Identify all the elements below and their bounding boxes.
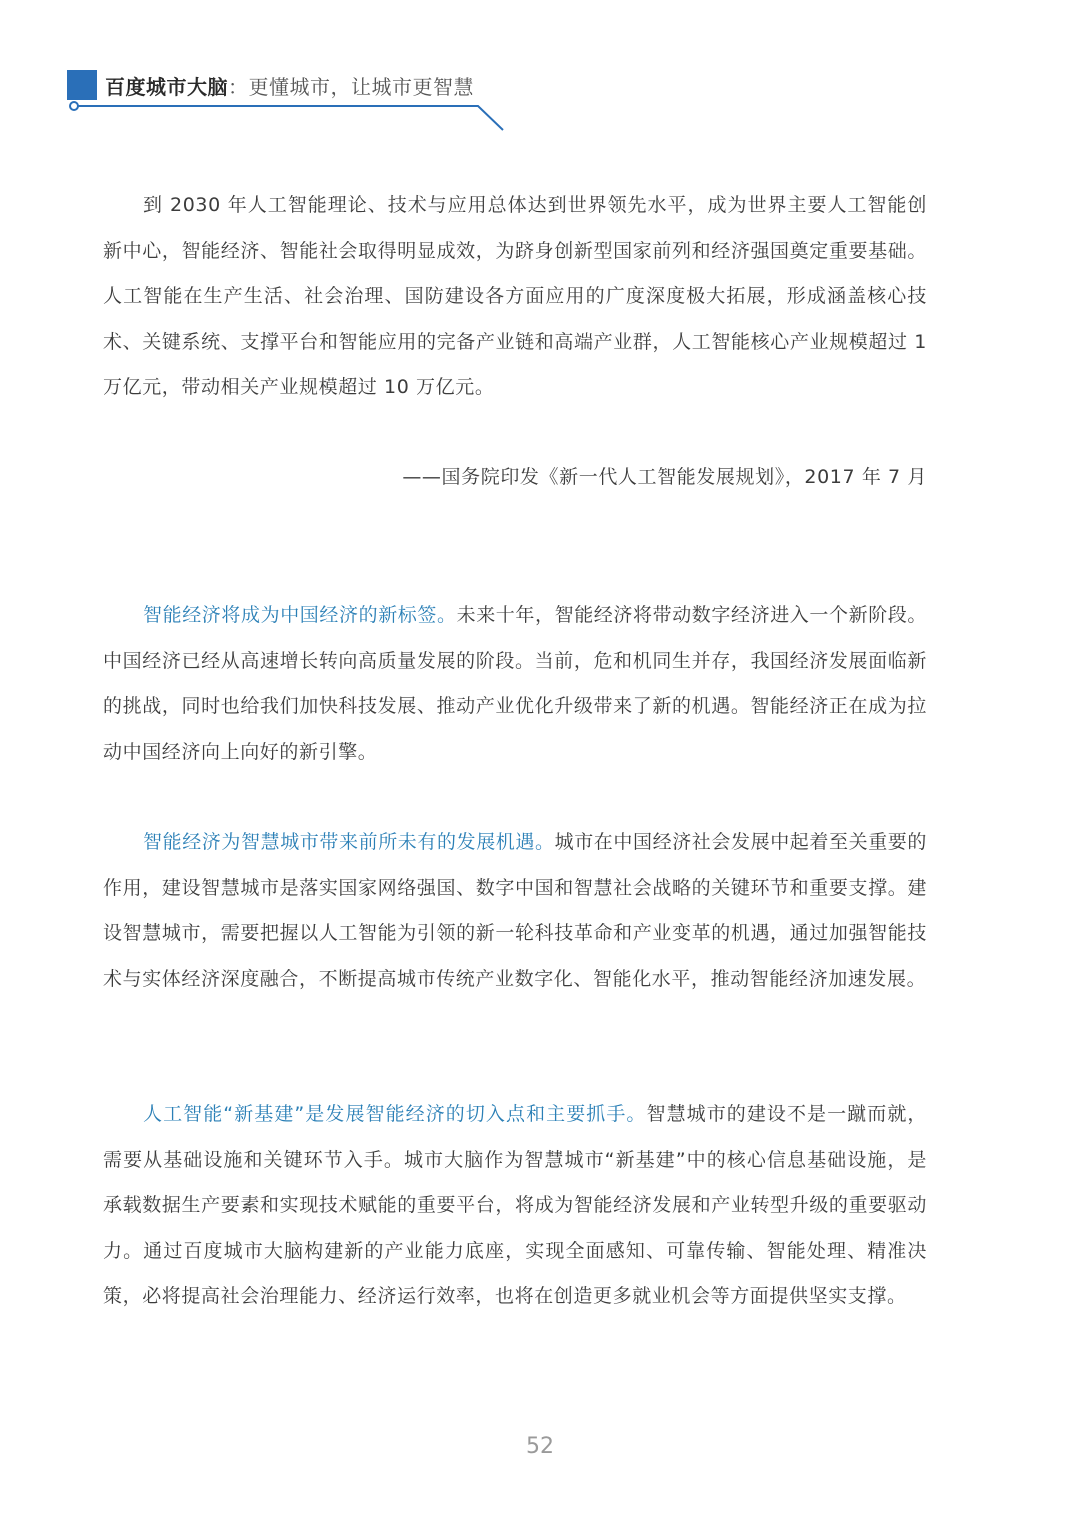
header-title-bold: 百度城市大脑	[105, 75, 228, 99]
page-number: 52	[526, 1434, 554, 1459]
quote-text: 到 2030 年人工智能理论、技术与应用总体达到世界领先水平，成为世界主要人工智能创新中心，智能经济、智能社会取得明显成效，为跻身创新型国家前列和经济强国奠定重要基础。人工智能在生产生活、社会治理、国防建设各方面应用的广度深度极大拓展，形成涵盖核心技术、关键系统、支撑平台和智能应用的完备产业链和高端产业群，人工智能核心产业规模超过 1 万亿元，带动相关产业规模超过 10 万亿元。	[103, 194, 927, 398]
paragraph-3	[103, 1092, 927, 1320]
header-rule-line	[0, 0, 1080, 140]
page-header	[0, 0, 1080, 140]
policy-quote	[103, 183, 927, 411]
paragraph-1-lead: 智能经济将成为中国经济的新标签。	[143, 604, 457, 626]
paragraph-2-body: 城市在中国经济社会发展中起着至关重要的作用，建设智慧城市是落实国家网络强国、数字中国和智慧社会战略的关键环节和重要支撑。建设智慧城市，需要把握以人工智能为引领的新一轮科技革命和产业变革的机遇，通过加强智能技术与实体经济深度融合，不断提高城市传统产业数字化、智能化水平，推动智能经济加速发展。	[103, 831, 928, 990]
paragraph-2	[103, 820, 927, 1002]
paragraph-1	[103, 593, 927, 775]
paragraph-1-body: 未来十年，智能经济将带动数字经济进入一个新阶段。中国经济已经从高速增长转向高质量发展的阶段。当前，危和机同生并存，我国经济发展面临新的挑战，同时也给我们加快科技发展、推动产业优化升级带来了新的机遇。智能经济正在成为拉动中国经济向上向好的新引擎。	[103, 604, 928, 763]
paragraph-2-lead: 智能经济为智慧城市带来前所未有的发展机遇。	[143, 831, 555, 853]
paragraph-3-body: 智慧城市的建设不是一蹴而就，需要从基础设施和关键环节入手。城市大脑作为智慧城市“新基建”中的核心信息基础设施，是承载数据生产要素和实现技术赋能的重要平台，将成为智能经济发展和产业转型升级的重要驱动力。通过百度城市大脑构建新的产业能力底座，实现全面感知、可靠传输、智能处理、精准决策，必将提高社会治理能力、经济运行效率，也将在创造更多就业机会等方面提供坚实支撑。	[103, 1103, 927, 1307]
header-title-rest: ：更懂城市，让城市更智慧	[228, 75, 474, 99]
quote-source: ——国务院印发《新一代人工智能发展规划》，2017 年 7 月	[402, 466, 927, 488]
paragraph-3-lead: 人工智能“新基建”是发展智能经济的切入点和主要抓手。	[143, 1103, 647, 1125]
